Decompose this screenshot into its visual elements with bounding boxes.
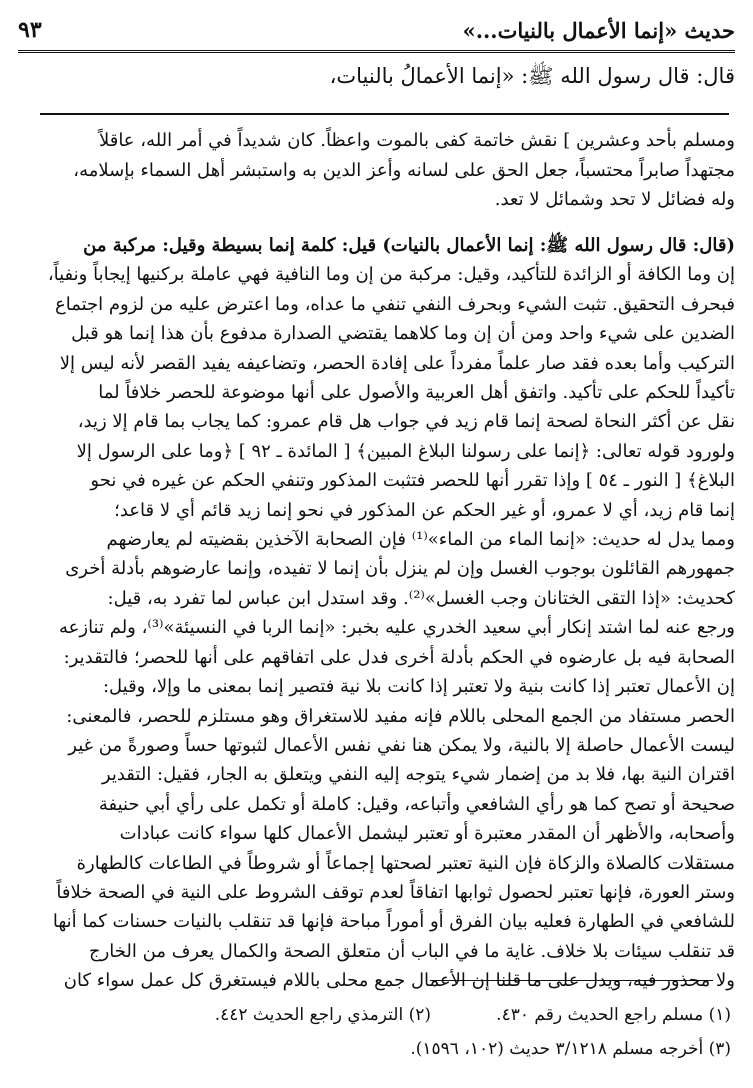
section-divider bbox=[40, 113, 729, 115]
text-line: إن الأعمال تعتبر إذا كانت بنية ولا تعتبر إذا كانت بلا نية فتصير إنما بمعنى ما وإلا، وقيل: bbox=[102, 676, 735, 698]
footnote-divider bbox=[430, 980, 713, 981]
text-line: تأكيداً للحكم على تأكيد. واتفق أهل العربية والأصول على أنها موضوعة للحصر خلافاً لما bbox=[98, 382, 735, 404]
footnote-2: (٢) الترمذي راجع الحديث ٤٤٢. bbox=[214, 1005, 431, 1025]
text-line: مستقلات كالصلاة والزكاة فإن النية تعتبر لصحتها إجماعاً أو شروطاً في الطاعات كالطهارة bbox=[76, 852, 735, 874]
text-line: فبحرف التحقيق. تثبت الشيء وبحرف النفي تنفي ما عداه، وما اعترض عليه من لزوم اجتماع bbox=[54, 293, 735, 315]
topic-line: قال: قال رسول الله ﷺ: «إنما الأعمالُ بالنيات، bbox=[329, 64, 735, 88]
footnote-3: (٣) أخرجه مسلم ٣/١٢١٨ حديث (١٠٢، ١٥٩٦). bbox=[410, 1039, 731, 1059]
text-line: للشافعي في الطهارة فعليه بيان الفرق أو أموراً مباحة فإنها قد تنقلب بالنيات حسنات كما أنها bbox=[52, 911, 735, 933]
text-line: وستر العورة، فإنها تعتبر لحصول ثوابها اتفاقاً لعدم توقف الشروط على النية في الصحة خلافاً bbox=[56, 881, 735, 903]
text-line: التركيب وأما بعده فقد صار علماً مفرداً على إفادة الحصر، وتضاعيفه يفيد القصر لأنه ليس إلا bbox=[59, 352, 735, 374]
text-line: (قال: قال رسول الله ﷺ: إنما الأعمال بالنيات) قيل: كلمة إنما بسيطة وقيل: مركبة من bbox=[83, 235, 735, 256]
text-line: مجتهداً صابراً محتسباً، جعل الحق على لسانه وأعز الدين به واستبشر أهل السماء بإسلامه، bbox=[73, 159, 735, 181]
footnote-row bbox=[40, 998, 731, 1032]
footnote-1: (١) مسلم راجع الحديث رقم ٤٣٠. bbox=[496, 1005, 731, 1025]
text-line: إن وما الكافة أو الزائدة للتأكيد، وقيل: مركبة من إن وما النافية فهي عاملة بركنيها إيجاباً ونفياً، bbox=[47, 264, 735, 286]
text-line: الحصر مستفاد من الجمع المحلى باللام فإنه مفيد للاستغراق وهو مستلزم للحصر، فالمعنى: bbox=[66, 705, 735, 727]
text-line: ورجع عنه لما اشتد إنكار أبي سعيد الخدري عليه بخبر: «إنما الربا في النسيئة»⁽³⁾، ولم تنازعه bbox=[58, 617, 735, 639]
commentary-body bbox=[40, 231, 735, 996]
text-line: الضدين على شيء واحد ومن أن إن وما كلاهما يقتضي الصدارة مدفوع بأن هذا إنما هو قبل bbox=[71, 323, 735, 345]
text-line: ولا محذور فيه، ويدل على ما قلنا إن الأعمال جمع محلى باللام فيستغرق كل عمل سواء كان bbox=[63, 970, 735, 992]
text-line: الصحابة فيه بل عارضوه في الحكم بأدلة أخرى فدل على اتفاقهم على أنها للحصر؛ فالتقدير: bbox=[63, 646, 735, 668]
running-header bbox=[18, 10, 735, 53]
text-line: ليست الأعمال حاصلة إلا بالنية، ولا يمكن هنا نفي نفس الأعمال لثبوتها حساً وصورةً من غير bbox=[68, 734, 735, 756]
text-line: كحديث: «إذا التقى الختانان وجب الغسل»⁽²⁾. وقد استدل ابن عباس لما تفرد به، قيل: bbox=[107, 587, 735, 609]
text-line: ومما يدل له حديث: «إنما الماء من الماء»⁽¹⁾ فإن الصحابة الآخذين بقضيته لم يعارضهم bbox=[106, 529, 735, 551]
text-line: جمهورهم القائلون بوجوب الغسل وإن لم ينزل بأن إنما لا تفيده، وإنما عارضوهم بأدلة أخرى bbox=[65, 558, 735, 580]
text-line: وأصحابه، والأظهر أن المقدر معتبرة أو تعتبر ليشمل الأعمال كلها سواء كانت عبادات bbox=[119, 823, 735, 845]
header-title: حديث «إنما الأعمال بالنيات...» bbox=[462, 17, 735, 43]
text-line: نقل عن أكثر النحاة لصحة إنما قام زيد في جواب هل قام عمرو: كما يجاب بما قام إلا زيد، bbox=[77, 411, 735, 433]
text-line: إنما قام زيد، أي لا عمرو، أو غير الحكم عن المذكور في نحو إنما زيد قائم أي لا قاعد؛ bbox=[114, 499, 735, 521]
footnotes bbox=[40, 998, 731, 1066]
text-line: قد تنقلب سيئات بلا خلاف. غاية ما في الباب أن متعلق الصحة والكمال يعرف من الخارج bbox=[89, 940, 735, 962]
page-number: ٩٣ bbox=[18, 17, 42, 43]
text-line: ولورود قوله تعالى: ﴿إنما على رسولنا البلاغ المبين﴾ [ المائدة ـ ٩٢ ] ﴿وما على الرسول إلا bbox=[76, 440, 735, 462]
text-line: اقتران النية بها، فلا بد من إضمار شيء يتوجه إليه النفي ويتعلق به الجار، فقيل: التقدير bbox=[101, 764, 735, 786]
text-line: البلاغ﴾ [ النور ـ ٥٤ ] وإذا تقرر أنها للحصر فتثبت المذكور وتنفي الحكم عن غيره في نحو bbox=[90, 470, 735, 492]
intro-paragraph bbox=[40, 126, 735, 215]
text-line: وله فضائل لا تحد وشمائل لا تعد. bbox=[494, 189, 735, 211]
text-line: صحيحة أو تصح كما هو رأي الشافعي وأتباعه، وقيل: كاملة أو تكمل على رأي أبي حنيفة bbox=[98, 793, 735, 815]
text-line: ومسلم بأحد وعشرين ] نقش خاتمة كفى بالموت واعظاً. كان شديداً في أمر الله، عاقلاً bbox=[98, 130, 735, 151]
